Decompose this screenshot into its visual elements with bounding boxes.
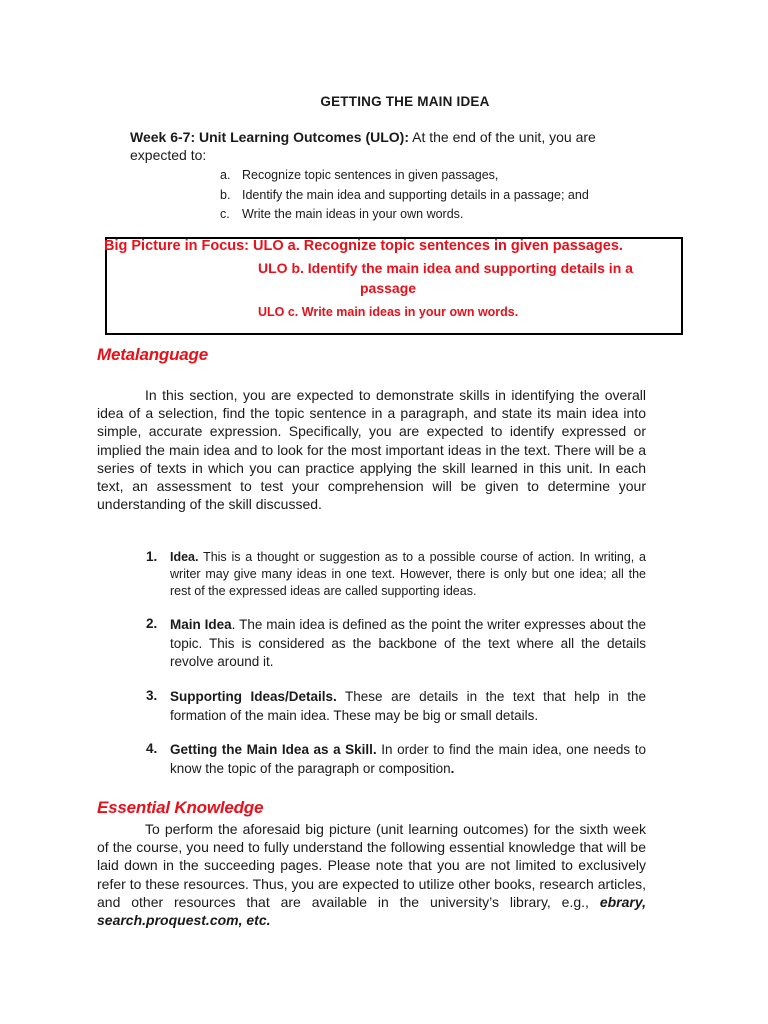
big-picture-line-2: ULO b. Identify the main idea and supporting details in a [258, 260, 633, 276]
term-definition: These are details in the text that help in the formation of the main idea. These may be big or small details. [170, 689, 646, 723]
term-end: . [450, 760, 455, 776]
term-definition: . The main idea is defined as the point the writer expresses about the topic. This is considered as the backbone of the text where all the details revolve around it. [170, 617, 647, 669]
page-title: GETTING THE MAIN IDEA [320, 94, 490, 109]
term-item-4 [146, 741, 646, 778]
metalanguage-paragraph [97, 386, 646, 513]
term-definition: In order to find the main idea, one needs to know the topic of the paragraph or composition [170, 742, 646, 776]
term-definition: This is a thought or suggestion as to a possible course of action. In writing, a writer may give many ideas in one text. However, there is only but one idea; all the rest of the expressed ideas are called supporting ideas. [170, 550, 646, 598]
big-picture-line-4: ULO c. Write main ideas in your own words. [258, 305, 519, 319]
metalanguage-heading: Metalanguage [97, 345, 208, 364]
essential-knowledge-paragraph [97, 820, 646, 929]
ulo-item-text: Recognize topic sentences in given passages, [242, 168, 499, 182]
big-picture-line-3: passage [360, 280, 417, 296]
term-number: 1. [146, 549, 158, 564]
metalanguage-text: In this section, you are expected to demonstrate skills in identifying the overall idea of a selection, find the topic sentence in a paragraph, and state its main idea into simple, accurate expression. Specifically, you are expected to identify expressed or implied the main idea and to look for the most important ideas in the text. There will be a series of texts in which you can practice applying the skill learned in this unit. In each text, an assessment to test your comprehension will be given to determine your understanding of the skill discussed. [97, 387, 646, 513]
ulo-item-c [220, 205, 680, 225]
ulo-item-a [220, 166, 680, 186]
term-item-3 [146, 688, 646, 725]
essential-text: To perform the aforesaid big picture (unit learning outcomes) for the sixth week of the course, you need to fully understand the following essential knowledge that will be laid down in the succeeding pages. Please note that you are not limited to exclusively refer to these resources. Thus, you are expected to utilize other books, research articles, and other resources that are available in the university’s library, e.g., [97, 821, 646, 910]
essential-knowledge-heading: Essential Knowledge [97, 798, 264, 817]
ulo-heading [130, 128, 650, 164]
term-number: 4. [146, 741, 158, 756]
big-picture-line-1: Big Picture in Focus: ULO a. Recognize topic sentences in given passages. [104, 238, 623, 254]
ulo-label: Week 6-7: Unit Learning Outcomes (ULO): [130, 129, 409, 145]
term-number: 3. [146, 688, 158, 703]
term-name: Main Idea [170, 617, 232, 632]
resource-list: ebrary, search.proquest.com, etc. [97, 893, 646, 929]
term-item-2 [146, 616, 646, 672]
term-item-1 [146, 549, 646, 600]
term-name: Supporting Ideas/Details. [170, 689, 337, 704]
ulo-item-b [220, 186, 680, 206]
ulo-marker: b. [220, 187, 231, 202]
term-name: Idea. [170, 550, 199, 564]
ulo-intro: At the end of the unit, you are expected to: [130, 129, 596, 163]
ulo-marker: c. [220, 207, 230, 221]
ulo-marker: a. [220, 168, 231, 182]
ulo-item-text: Write the main ideas in your own words. [242, 207, 464, 221]
ulo-item-text: Identify the main idea and supporting details in a passage; and [242, 187, 589, 202]
term-name: Getting the Main Idea as a Skill. [170, 742, 377, 757]
ulo-list [220, 166, 680, 225]
term-number: 2. [146, 616, 158, 631]
